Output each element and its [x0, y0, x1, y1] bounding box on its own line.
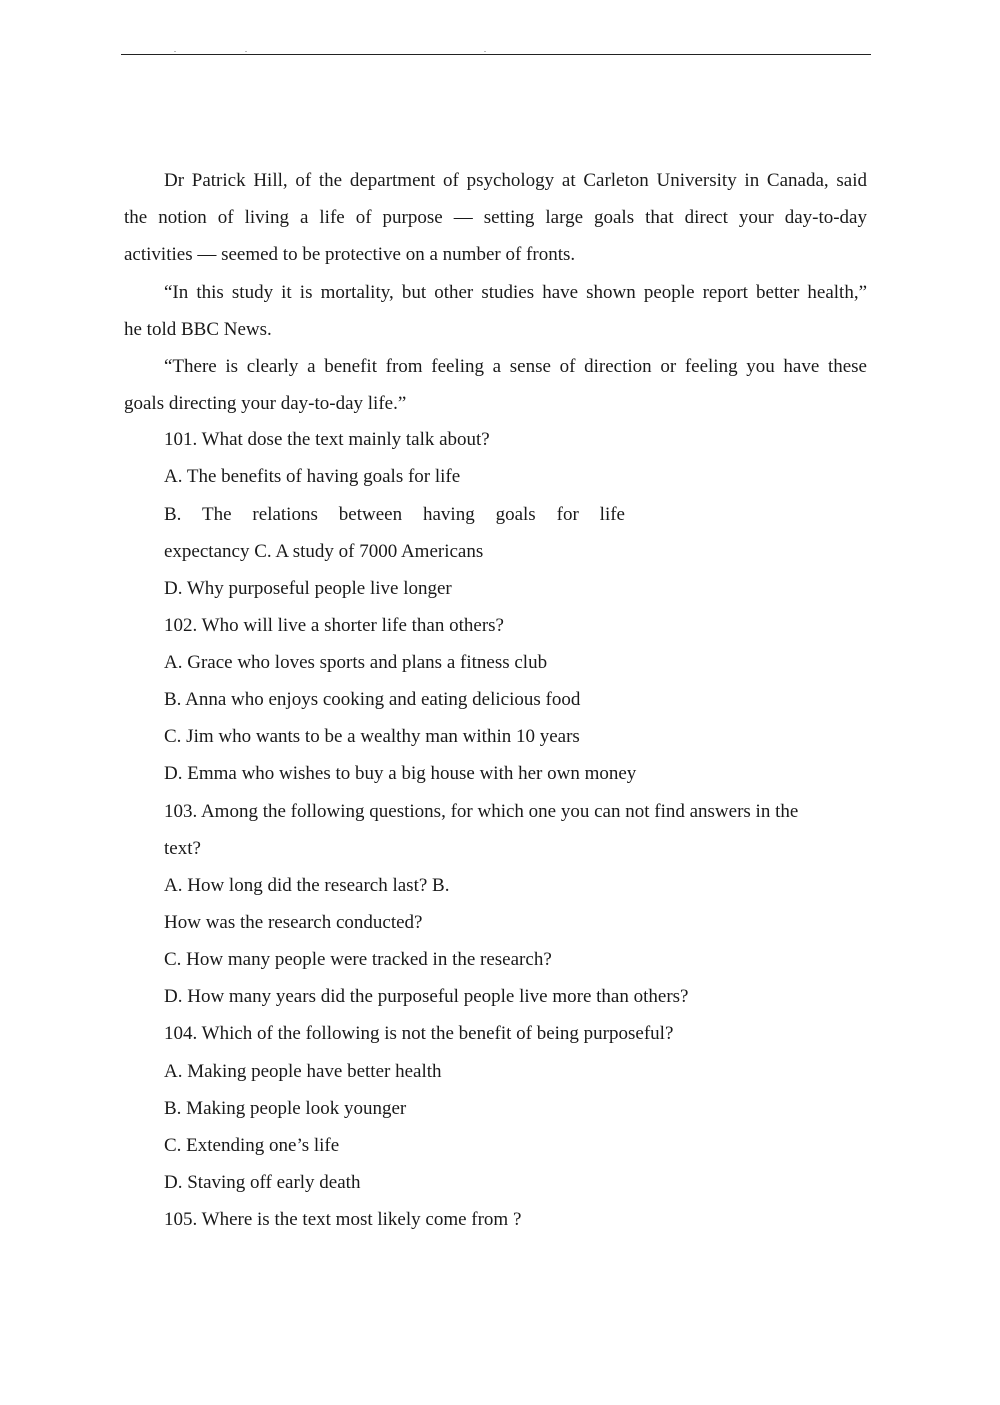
- answer-option: B. Making people look younger: [164, 1098, 407, 1119]
- answer-option: B. The relations between having goals for life: [164, 504, 625, 525]
- passage-line: activities — seemed to be protective on a number of fronts.: [124, 244, 576, 265]
- header-mark: .: [245, 45, 247, 54]
- answer-option: C. Extending one’s life: [164, 1135, 340, 1156]
- answer-option: A. How long did the research last? B.: [164, 875, 450, 896]
- answer-option: How was the research conducted?: [164, 912, 423, 933]
- header-rule: [121, 54, 871, 55]
- answer-option: D. Why purposeful people live longer: [164, 578, 452, 599]
- answer-option: expectancy C. A study of 7000 Americans: [164, 541, 484, 562]
- passage-line: Dr Patrick Hill, of the department of psychology at Carleton University in Canada, said: [164, 170, 867, 191]
- answer-option: D. How many years did the purposeful people live more than others?: [164, 986, 689, 1007]
- answer-option: B. Anna who enjoys cooking and eating delicious food: [164, 689, 581, 710]
- answer-option: D. Emma who wishes to buy a big house with her own money: [164, 763, 637, 784]
- passage-line: goals directing your day-to-day life.”: [124, 393, 407, 414]
- answer-option: C. How many people were tracked in the research?: [164, 949, 552, 970]
- passage-line: “In this study it is mortality, but other studies have shown people report better health,”: [164, 282, 867, 303]
- answer-option: D. Staving off early death: [164, 1172, 361, 1193]
- answer-option: A. Making people have better health: [164, 1061, 442, 1082]
- answer-option: A. The benefits of having goals for life: [164, 466, 461, 487]
- question-stem: 105. Where is the text most likely come from ?: [164, 1209, 522, 1230]
- header-mark: .: [174, 45, 176, 54]
- passage-line: he told BBC News.: [124, 319, 272, 340]
- passage-line: “There is clearly a benefit from feeling a sense of direction or feeling you have these: [164, 356, 867, 377]
- answer-option: A. Grace who loves sports and plans a fitness club: [164, 652, 548, 673]
- question-stem: 103. Among the following questions, for which one you can not find answers in the: [164, 801, 799, 822]
- answer-option: C. Jim who wants to be a wealthy man within 10 years: [164, 726, 580, 747]
- question-stem: 102. Who will live a shorter life than others?: [164, 615, 504, 636]
- question-stem: 104. Which of the following is not the benefit of being purposeful?: [164, 1023, 674, 1044]
- passage-line: the notion of living a life of purpose — setting large goals that direct your day-to-day: [124, 207, 867, 228]
- header-mark: .: [484, 45, 486, 54]
- question-stem: 101. What dose the text mainly talk about?: [164, 429, 490, 450]
- question-stem: text?: [164, 838, 201, 859]
